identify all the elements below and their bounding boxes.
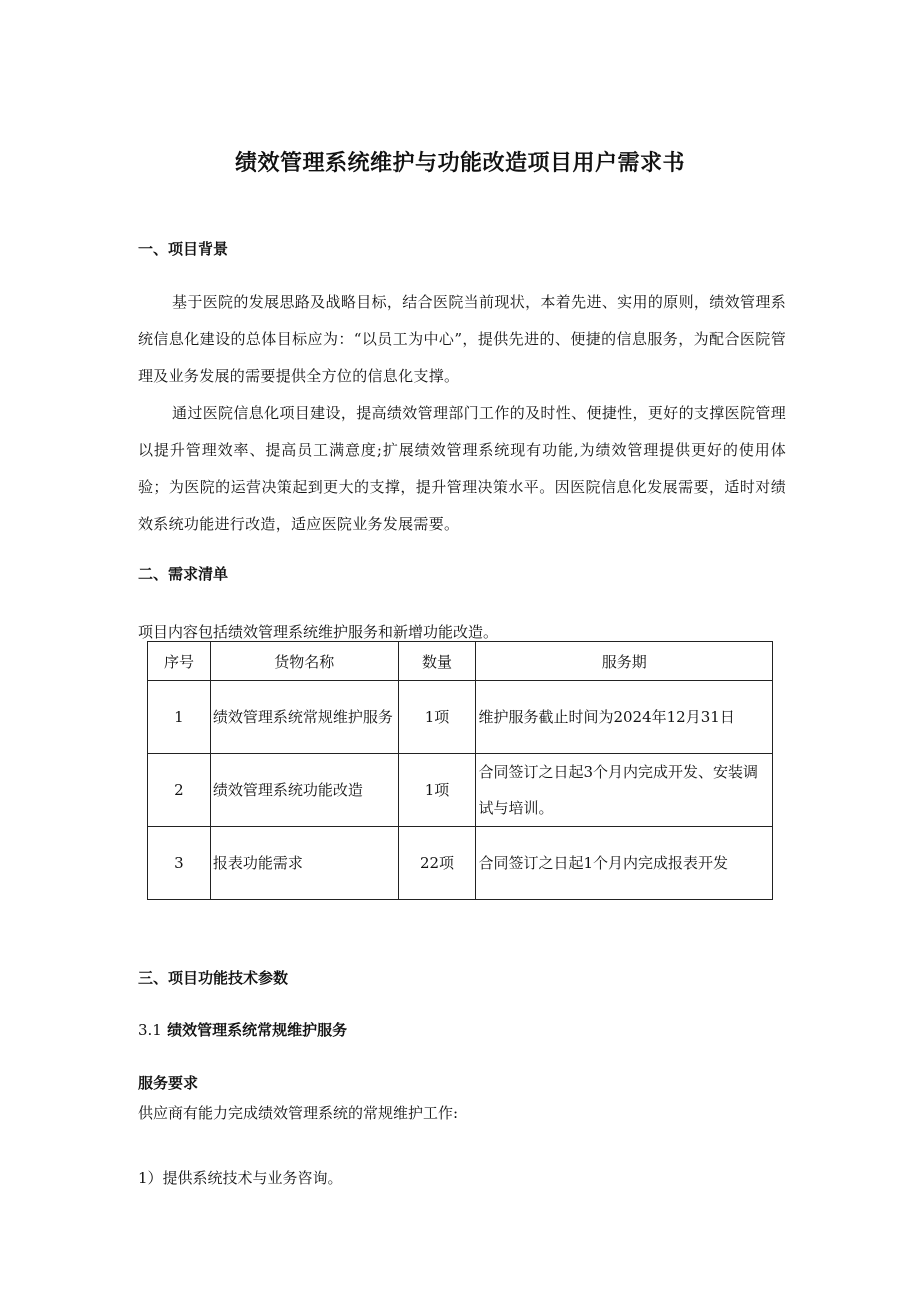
- table-row: [148, 754, 773, 827]
- header-service-period: 服务期: [476, 642, 773, 681]
- row-quantity: 22项: [398, 827, 476, 900]
- row-service-period: 合同签订之日起3个月内完成开发、安装调试与培训。: [476, 754, 773, 827]
- row-quantity: 1项: [398, 754, 476, 827]
- section-heading-requirements: 二、需求清单: [138, 565, 229, 583]
- subsection-title: 绩效管理系统常规维护服务: [167, 1021, 348, 1039]
- row-index: 1: [148, 681, 211, 754]
- row-index: 3: [148, 827, 211, 900]
- row-item-name: 报表功能需求: [210, 827, 398, 900]
- row-item-name: 绩效管理系统功能改造: [210, 754, 398, 827]
- row-service-period: 维护服务截止时间为2024年12月31日: [476, 681, 773, 754]
- header-index: 序号: [148, 642, 211, 681]
- table-header-row: [148, 642, 773, 681]
- section-heading-background: 一、项目背景: [138, 240, 229, 258]
- row-item-name: 绩效管理系统常规维护服务: [210, 681, 398, 754]
- requirements-table: [147, 641, 773, 900]
- header-quantity: 数量: [398, 642, 476, 681]
- table-row: [148, 681, 773, 754]
- service-intro: 供应商有能力完成绩效管理系统的常规维护工作:: [138, 1104, 459, 1122]
- background-paragraph-2: 通过医院信息化项目建设，提高绩效管理部门工作的及时性、便捷性，更好的支撑医院管理以提升管理效率、提高员工满意度;扩展绩效管理系统现有功能,为绩效管理提供更好的使用体验；为医院的运营决策起到更大的支撑，提升管理决策水平。因医院信息化发展需要，适时对绩效系统功能进行改造，适应医院业务发展需要。: [138, 404, 786, 533]
- section-heading-technical-parameters: 三、项目功能技术参数: [138, 969, 289, 987]
- table-row: [148, 827, 773, 900]
- row-index: 2: [148, 754, 211, 827]
- row-quantity: 1项: [398, 681, 476, 754]
- header-item-name: 货物名称: [210, 642, 398, 681]
- document-title: 绩效管理系统维护与功能改造项目用户需求书: [234, 151, 685, 176]
- requirements-intro: 项目内容包括绩效管理系统维护服务和新增功能改造。: [138, 623, 499, 641]
- subsection-heading: [138, 1019, 347, 1040]
- subsection-number: 3.1: [138, 1021, 162, 1039]
- row-service-period: 合同签订之日起1个月内完成报表开发: [476, 827, 773, 900]
- background-paragraph-1: 基于医院的发展思路及战略目标，结合医院当前现状，本着先进、实用的原则，绩效管理系统信息化建设的总体目标应为：“以员工为中心”，提供先进的、便捷的信息服务，为配合医院管理及业务发展的需要提供全方位的信息化支撑。: [138, 293, 786, 385]
- service-requirements-label: 服务要求: [138, 1074, 199, 1092]
- service-item: 1）提供系统技术与业务咨询。: [138, 1169, 343, 1187]
